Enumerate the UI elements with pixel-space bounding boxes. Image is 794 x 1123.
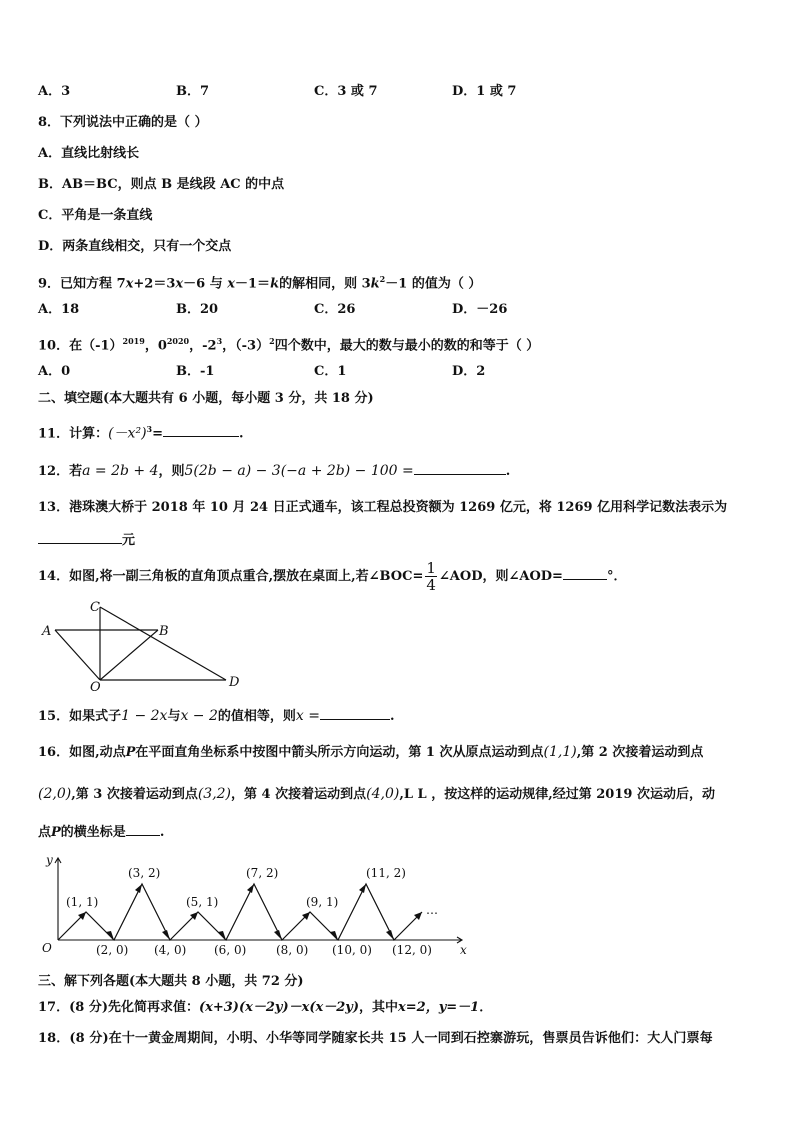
label-O: O <box>90 680 101 695</box>
q10-stem: 10．在$(-1)^{2019}$，$0^{2020}$，$-2^3$，$(-3)^2$四个数中，最大的数与最小的数的和等于（ ） <box>38 336 540 354</box>
q9-stem: 9．已知方程 7x+2＝3x－6 与 x－1＝k的解相同，则 $3k^2-1$ 的值为（ ） <box>38 274 482 292</box>
q14-fraction: $\frac{1}{4}$ <box>426 559 436 594</box>
q16-coordinate-figure <box>38 848 474 964</box>
q7-option-c: C．3 或 7 <box>314 84 378 99</box>
bottom-label: (10, 0) <box>332 943 372 957</box>
label-D: D <box>229 675 240 690</box>
q12-answer-blank <box>414 462 506 475</box>
q13-line2: 元 <box>38 531 135 549</box>
q9-option-c: C．26 <box>314 302 356 317</box>
bottom-label: (4, 0) <box>154 943 187 957</box>
q14: 14．如图,将一副三角板的直角顶点重合,摆放在桌面上,若∠BOC= $\frac{1}{4}$ ∠AOD，则∠AOD= °． <box>38 559 627 594</box>
q12-condition: a = 2b + 4 <box>82 463 159 479</box>
bottom-label: (8, 0) <box>276 943 309 957</box>
y-axis-label: y <box>46 853 53 867</box>
q11-expression: (－x²) <box>108 425 147 442</box>
q7-option-b: B．7 <box>176 84 210 99</box>
q9-option-d: D．－26 <box>452 302 508 317</box>
q11-answer-blank <box>163 424 239 437</box>
top-label: (9, 1) <box>306 895 339 909</box>
q8-option-a: A．直线比射线长 <box>38 146 140 161</box>
q13-answer-blank <box>38 531 122 544</box>
q15-answer-blank <box>320 707 390 720</box>
q8-option-c: C．平角是一条直线 <box>38 208 153 223</box>
q14-answer-blank <box>563 567 607 580</box>
label-C: C <box>90 600 100 615</box>
q8-stem: 8．下列说法中正确的是（ ） <box>38 115 208 130</box>
top-label: (3, 2) <box>128 866 161 880</box>
q10-option-b: B．-1 <box>176 364 215 379</box>
q16-line3: 点P的横坐标是 . <box>38 825 165 840</box>
label-B: B <box>159 624 169 639</box>
top-label: (11, 2) <box>366 866 406 880</box>
q7-option-a: A．3 <box>38 84 71 99</box>
origin-label: O <box>42 941 52 955</box>
q18: 18．(8 分)在十一黄金周期间，小明、小华等同学随家长共 15 人一同到石控寨游玩，售票员告诉他们：大人门票每 <box>38 1031 713 1046</box>
q17: 17．(8 分)先化简再求值：(x+3)(x－2y)－x(x－2y)，其中x=2，y=－1． <box>38 1000 493 1015</box>
x-axis-label: x <box>460 943 467 957</box>
q10-option-d: D．2 <box>452 364 486 379</box>
q13-line1: 13．港珠澳大桥于 2018 年 10 月 24 日正式通车，该工程总投资额为 1269 亿元，将 1269 亿用科学记数法表示为 <box>38 500 728 515</box>
q12: 12．若a = 2b + 4，则5(2b − a) − 3(−a + 2b) − 100 = . <box>38 463 511 479</box>
q8-option-b: B．AB＝BC，则点 B 是线段 AC 的中点 <box>38 177 285 192</box>
q8-option-d: D．两条直线相交，只有一个交点 <box>38 239 232 254</box>
ellipsis: … <box>426 903 438 917</box>
section-2-heading: 二、填空题(本大题共有 6 小题，每小题 3 分，共 18 分) <box>38 391 374 406</box>
bottom-label: (6, 0) <box>214 943 247 957</box>
top-label: (5, 1) <box>186 895 219 909</box>
q10-option-c: C．1 <box>314 364 347 379</box>
label-A: A <box>42 624 52 639</box>
q16-line2: (2,0),第 3 次接着运动到点(3,2)，第 4 次接着运动到点(4,0),L L ，按这样的运动规律,经过第 2019 次运动后，动 <box>38 786 715 802</box>
bottom-label: (12, 0) <box>392 943 432 957</box>
q7-option-d: D．1 或 7 <box>452 84 517 99</box>
q9-option-a: A．18 <box>38 302 80 317</box>
q11: 11．计算：$(-x^2)^3=$ . <box>38 424 244 442</box>
q14-triangle-figure <box>38 596 248 696</box>
q9-option-b: B．20 <box>176 302 219 317</box>
top-label: (1, 1) <box>66 895 99 909</box>
section-3-heading: 三、解下列各题(本大题共 8 小题，共 72 分) <box>38 974 304 989</box>
q15: 15．如果式子1 − 2x与x − 2的值相等，则x = . <box>38 708 395 724</box>
bottom-label: (2, 0) <box>96 943 129 957</box>
q12-expression: 5(2b − a) − 3(−a + 2b) − 100 = <box>184 463 414 479</box>
q16-line1: 16．如图,动点P在平面直角坐标系中按图中箭头所示方向运动，第 1 次从原点运动到点(1,1),第 2 次接着运动到点 <box>38 744 704 760</box>
path-P <box>58 884 422 940</box>
top-label: (7, 2) <box>246 866 279 880</box>
q10-option-a: A．0 <box>38 364 71 379</box>
q16-answer-blank <box>126 823 160 836</box>
